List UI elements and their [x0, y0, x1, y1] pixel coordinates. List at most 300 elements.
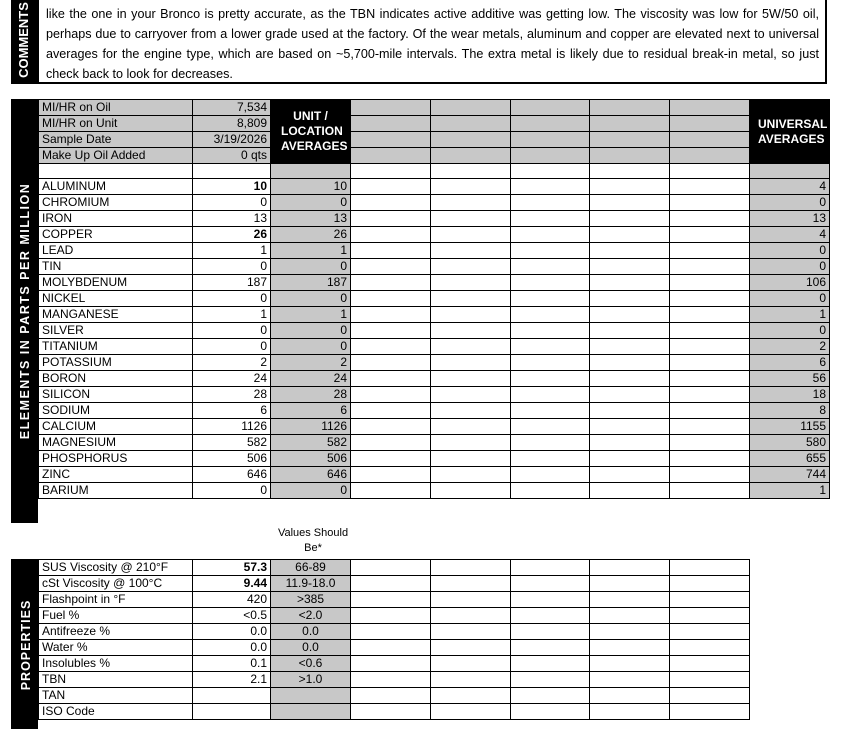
empty-cell — [431, 640, 511, 656]
empty-cell — [431, 371, 511, 387]
empty-cell — [590, 640, 670, 656]
empty-cell — [511, 608, 590, 624]
empty-cell — [431, 291, 511, 307]
empty-cell — [431, 483, 511, 499]
empty-cell — [511, 688, 590, 704]
empty-cell — [590, 624, 670, 640]
property-name: Insolubles % — [39, 656, 193, 672]
empty-cell — [590, 656, 670, 672]
element-name: LEAD — [39, 243, 193, 259]
empty-cell — [431, 179, 511, 195]
empty-cell — [351, 116, 431, 132]
element-universal-average: 744 — [750, 467, 830, 483]
empty-cell — [351, 211, 431, 227]
element-name: ALUMINUM — [39, 179, 193, 195]
empty-cell — [590, 211, 670, 227]
element-universal-average: 4 — [750, 227, 830, 243]
empty-cell — [431, 576, 511, 592]
empty-cell — [590, 483, 670, 499]
empty-cell — [511, 227, 590, 243]
empty-cell — [431, 608, 511, 624]
empty-cell — [670, 116, 750, 132]
empty-cell — [670, 132, 750, 148]
empty-cell — [351, 467, 431, 483]
spacer-cell — [750, 164, 830, 179]
empty-cell — [351, 403, 431, 419]
empty-cell — [670, 307, 750, 323]
info-value: 8,809 — [193, 116, 271, 132]
empty-cell — [670, 419, 750, 435]
empty-cell — [670, 291, 750, 307]
property-value: 57.3 — [193, 560, 271, 576]
empty-cell — [511, 371, 590, 387]
empty-cell — [351, 640, 431, 656]
property-row — [39, 688, 750, 704]
empty-cell — [670, 355, 750, 371]
property-name: Fuel % — [39, 608, 193, 624]
empty-cell — [670, 592, 750, 608]
property-should-be: 66-89 — [271, 560, 351, 576]
empty-cell — [351, 592, 431, 608]
empty-cell — [511, 624, 590, 640]
element-value: 506 — [193, 451, 271, 467]
element-unit-average: 6 — [271, 403, 351, 419]
empty-cell — [511, 451, 590, 467]
empty-cell — [431, 116, 511, 132]
info-row — [39, 132, 830, 148]
empty-cell — [351, 483, 431, 499]
comments-text: like the one in your Bronco is pretty accurate, as the TBN indicates active additive was getting low. The viscosity was low for 5W/50 oil, perhaps due to carryover from a lower grade used at the factory. Of the wear metals, aluminum and copper are elevated next to universal averages for the engine type, which are based on ~5,700-mile intervals. The extra metal is likely due to residual break-in metal, so just check back to look for decreases. — [46, 7, 819, 81]
empty-cell — [670, 259, 750, 275]
element-row — [39, 419, 830, 435]
property-name: Flashpoint in °F — [39, 592, 193, 608]
property-row — [39, 576, 750, 592]
element-value: 1 — [193, 307, 271, 323]
empty-cell — [431, 624, 511, 640]
property-value: 0.0 — [193, 640, 271, 656]
empty-cell — [670, 624, 750, 640]
property-row — [39, 560, 750, 576]
empty-cell — [351, 451, 431, 467]
element-universal-average: 0 — [750, 259, 830, 275]
property-row — [39, 704, 750, 720]
property-row — [39, 656, 750, 672]
element-unit-average: 0 — [271, 195, 351, 211]
property-name: cSt Viscosity @ 100°C — [39, 576, 193, 592]
element-row — [39, 211, 830, 227]
empty-cell — [590, 704, 670, 720]
element-row — [39, 371, 830, 387]
empty-cell — [670, 576, 750, 592]
empty-cell — [511, 132, 590, 148]
empty-cell — [431, 451, 511, 467]
element-universal-average: 56 — [750, 371, 830, 387]
element-universal-average: 1155 — [750, 419, 830, 435]
element-unit-average: 0 — [271, 323, 351, 339]
property-value: 9.44 — [193, 576, 271, 592]
element-row — [39, 355, 830, 371]
element-universal-average: 13 — [750, 211, 830, 227]
spacer-row — [39, 164, 830, 179]
property-should-be: >385 — [271, 592, 351, 608]
element-value: 13 — [193, 211, 271, 227]
empty-cell — [431, 211, 511, 227]
empty-cell — [511, 576, 590, 592]
empty-cell — [431, 467, 511, 483]
empty-cell — [670, 164, 750, 179]
spacer-cell — [39, 164, 193, 179]
property-should-be: 11.9-18.0 — [271, 576, 351, 592]
property-value: <0.5 — [193, 608, 271, 624]
properties-side-label: PROPERTIES — [19, 599, 33, 691]
empty-cell — [670, 704, 750, 720]
element-row — [39, 291, 830, 307]
empty-cell — [670, 451, 750, 467]
element-unit-average: 0 — [271, 259, 351, 275]
empty-cell — [511, 100, 590, 116]
empty-cell — [511, 307, 590, 323]
element-value: 0 — [193, 483, 271, 499]
property-should-be — [271, 704, 351, 720]
empty-cell — [590, 672, 670, 688]
element-unit-average: 28 — [271, 387, 351, 403]
element-value: 28 — [193, 387, 271, 403]
empty-cell — [511, 211, 590, 227]
empty-cell — [590, 688, 670, 704]
empty-cell — [351, 195, 431, 211]
empty-cell — [590, 259, 670, 275]
empty-cell — [351, 259, 431, 275]
element-name: CALCIUM — [39, 419, 193, 435]
empty-cell — [431, 403, 511, 419]
element-unit-average: 10 — [271, 179, 351, 195]
element-row — [39, 387, 830, 403]
info-row — [39, 100, 830, 116]
empty-cell — [351, 132, 431, 148]
property-value: 420 — [193, 592, 271, 608]
empty-cell — [590, 227, 670, 243]
empty-cell — [351, 688, 431, 704]
element-value: 6 — [193, 403, 271, 419]
empty-cell — [590, 339, 670, 355]
property-name: SUS Viscosity @ 210°F — [39, 560, 193, 576]
empty-cell — [511, 592, 590, 608]
empty-cell — [590, 592, 670, 608]
element-universal-average: 6 — [750, 355, 830, 371]
element-row — [39, 243, 830, 259]
element-value: 646 — [193, 467, 271, 483]
empty-cell — [590, 291, 670, 307]
empty-cell — [351, 387, 431, 403]
empty-cell — [511, 640, 590, 656]
property-value — [193, 688, 271, 704]
empty-cell — [351, 355, 431, 371]
element-name: BARIUM — [39, 483, 193, 499]
element-unit-average: 26 — [271, 227, 351, 243]
element-name: SODIUM — [39, 403, 193, 419]
empty-cell — [351, 100, 431, 116]
empty-cell — [511, 323, 590, 339]
empty-cell — [351, 339, 431, 355]
empty-cell — [590, 307, 670, 323]
empty-cell — [670, 403, 750, 419]
empty-cell — [351, 307, 431, 323]
element-unit-average: 582 — [271, 435, 351, 451]
universal-averages-header: UNIVERSAL AVERAGES — [750, 100, 830, 164]
unit-location-averages-header: UNIT / LOCATION AVERAGES — [271, 100, 351, 164]
info-label: MI/HR on Unit — [39, 116, 193, 132]
element-universal-average: 0 — [750, 243, 830, 259]
element-unit-average: 0 — [271, 339, 351, 355]
empty-cell — [590, 435, 670, 451]
empty-cell — [431, 243, 511, 259]
empty-cell — [431, 148, 511, 164]
empty-cell — [590, 179, 670, 195]
element-row — [39, 307, 830, 323]
empty-cell — [351, 243, 431, 259]
elements-side-label: ELEMENTS IN PARTS PER MILLION — [18, 182, 32, 440]
empty-cell — [590, 403, 670, 419]
element-unit-average: 2 — [271, 355, 351, 371]
element-unit-average: 0 — [271, 291, 351, 307]
element-universal-average: 1 — [750, 483, 830, 499]
element-unit-average: 1 — [271, 243, 351, 259]
empty-cell — [590, 275, 670, 291]
empty-cell — [431, 656, 511, 672]
element-value: 0 — [193, 259, 271, 275]
empty-cell — [590, 148, 670, 164]
empty-cell — [351, 672, 431, 688]
empty-cell — [511, 435, 590, 451]
info-label: Make Up Oil Added — [39, 148, 193, 164]
element-unit-average: 1 — [271, 307, 351, 323]
element-name: SILICON — [39, 387, 193, 403]
info-value: 7,534 — [193, 100, 271, 116]
info-value: 3/19/2026 — [193, 132, 271, 148]
element-value: 0 — [193, 323, 271, 339]
property-should-be: <2.0 — [271, 608, 351, 624]
empty-cell — [670, 211, 750, 227]
property-value — [193, 704, 271, 720]
empty-cell — [431, 164, 511, 179]
info-label: Sample Date — [39, 132, 193, 148]
empty-cell — [670, 688, 750, 704]
empty-cell — [431, 259, 511, 275]
empty-cell — [670, 483, 750, 499]
empty-cell — [670, 100, 750, 116]
element-universal-average: 8 — [750, 403, 830, 419]
empty-cell — [351, 179, 431, 195]
element-name: IRON — [39, 211, 193, 227]
info-label: MI/HR on Oil — [39, 100, 193, 116]
empty-cell — [431, 419, 511, 435]
property-name: ISO Code — [39, 704, 193, 720]
property-row — [39, 608, 750, 624]
empty-cell — [431, 339, 511, 355]
element-universal-average: 106 — [750, 275, 830, 291]
empty-cell — [670, 640, 750, 656]
empty-cell — [670, 179, 750, 195]
properties-table — [38, 559, 750, 720]
property-row — [39, 592, 750, 608]
empty-cell — [511, 355, 590, 371]
empty-cell — [511, 656, 590, 672]
empty-cell — [590, 451, 670, 467]
element-value: 1126 — [193, 419, 271, 435]
empty-cell — [431, 195, 511, 211]
empty-cell — [351, 164, 431, 179]
empty-cell — [670, 148, 750, 164]
spacer-cell — [271, 164, 351, 179]
empty-cell — [431, 355, 511, 371]
empty-cell — [590, 371, 670, 387]
element-name: MOLYBDENUM — [39, 275, 193, 291]
element-value: 0 — [193, 339, 271, 355]
property-name: TBN — [39, 672, 193, 688]
empty-cell — [670, 435, 750, 451]
empty-cell — [511, 483, 590, 499]
empty-cell — [511, 164, 590, 179]
empty-cell — [351, 227, 431, 243]
empty-cell — [431, 387, 511, 403]
empty-cell — [670, 339, 750, 355]
empty-cell — [351, 656, 431, 672]
empty-cell — [670, 195, 750, 211]
element-name: POTASSIUM — [39, 355, 193, 371]
empty-cell — [511, 560, 590, 576]
element-row — [39, 467, 830, 483]
property-should-be: 0.0 — [271, 624, 351, 640]
element-value: 26 — [193, 227, 271, 243]
element-row — [39, 275, 830, 291]
empty-cell — [511, 339, 590, 355]
element-row — [39, 451, 830, 467]
empty-cell — [431, 704, 511, 720]
empty-cell — [590, 467, 670, 483]
empty-cell — [670, 275, 750, 291]
element-value: 0 — [193, 195, 271, 211]
element-universal-average: 655 — [750, 451, 830, 467]
element-universal-average: 0 — [750, 323, 830, 339]
element-universal-average: 2 — [750, 339, 830, 355]
element-name: COPPER — [39, 227, 193, 243]
empty-cell — [670, 608, 750, 624]
property-value: 0.1 — [193, 656, 271, 672]
empty-cell — [590, 560, 670, 576]
element-value: 10 — [193, 179, 271, 195]
empty-cell — [431, 275, 511, 291]
info-value: 0 qts — [193, 148, 271, 164]
empty-cell — [351, 624, 431, 640]
comments-side-label: COMMENTS — [16, 2, 31, 78]
element-unit-average: 0 — [271, 483, 351, 499]
element-value: 24 — [193, 371, 271, 387]
element-unit-average: 506 — [271, 451, 351, 467]
element-name: BORON — [39, 371, 193, 387]
empty-cell — [590, 608, 670, 624]
element-universal-average: 1 — [750, 307, 830, 323]
empty-cell — [431, 672, 511, 688]
empty-cell — [351, 148, 431, 164]
element-name: SILVER — [39, 323, 193, 339]
element-name: CHROMIUM — [39, 195, 193, 211]
element-row — [39, 195, 830, 211]
empty-cell — [590, 355, 670, 371]
element-value: 582 — [193, 435, 271, 451]
should-be-header: Values Should Be* — [277, 527, 349, 554]
empty-cell — [351, 419, 431, 435]
empty-cell — [351, 435, 431, 451]
empty-cell — [670, 387, 750, 403]
element-row — [39, 227, 830, 243]
empty-cell — [351, 371, 431, 387]
element-unit-average: 13 — [271, 211, 351, 227]
empty-cell — [351, 323, 431, 339]
property-value: 2.1 — [193, 672, 271, 688]
empty-cell — [511, 419, 590, 435]
empty-cell — [431, 100, 511, 116]
element-unit-average: 1126 — [271, 419, 351, 435]
empty-cell — [670, 371, 750, 387]
empty-cell — [590, 419, 670, 435]
empty-cell — [590, 387, 670, 403]
empty-cell — [511, 243, 590, 259]
spacer-cell — [193, 164, 271, 179]
element-name: MAGNESIUM — [39, 435, 193, 451]
empty-cell — [511, 148, 590, 164]
empty-cell — [431, 307, 511, 323]
element-name: TITANIUM — [39, 339, 193, 355]
empty-cell — [431, 560, 511, 576]
empty-cell — [511, 275, 590, 291]
element-row — [39, 179, 830, 195]
empty-cell — [351, 560, 431, 576]
info-row — [39, 148, 830, 164]
property-name: Antifreeze % — [39, 624, 193, 640]
empty-cell — [431, 323, 511, 339]
info-row — [39, 116, 830, 132]
property-should-be: 0.0 — [271, 640, 351, 656]
empty-cell — [511, 291, 590, 307]
element-universal-average: 18 — [750, 387, 830, 403]
empty-cell — [590, 132, 670, 148]
element-name: TIN — [39, 259, 193, 275]
element-row — [39, 259, 830, 275]
property-row — [39, 672, 750, 688]
property-value: 0.0 — [193, 624, 271, 640]
element-value: 1 — [193, 243, 271, 259]
element-unit-average: 187 — [271, 275, 351, 291]
property-should-be — [271, 688, 351, 704]
empty-cell — [351, 704, 431, 720]
empty-cell — [511, 259, 590, 275]
empty-cell — [511, 116, 590, 132]
element-universal-average: 0 — [750, 291, 830, 307]
empty-cell — [431, 592, 511, 608]
element-universal-average: 580 — [750, 435, 830, 451]
elements-table — [38, 99, 830, 499]
empty-cell — [511, 467, 590, 483]
empty-cell — [511, 672, 590, 688]
element-row — [39, 483, 830, 499]
element-value: 187 — [193, 275, 271, 291]
element-name: MANGANESE — [39, 307, 193, 323]
property-should-be: >1.0 — [271, 672, 351, 688]
empty-cell — [670, 672, 750, 688]
empty-cell — [511, 179, 590, 195]
empty-cell — [590, 100, 670, 116]
empty-cell — [670, 243, 750, 259]
